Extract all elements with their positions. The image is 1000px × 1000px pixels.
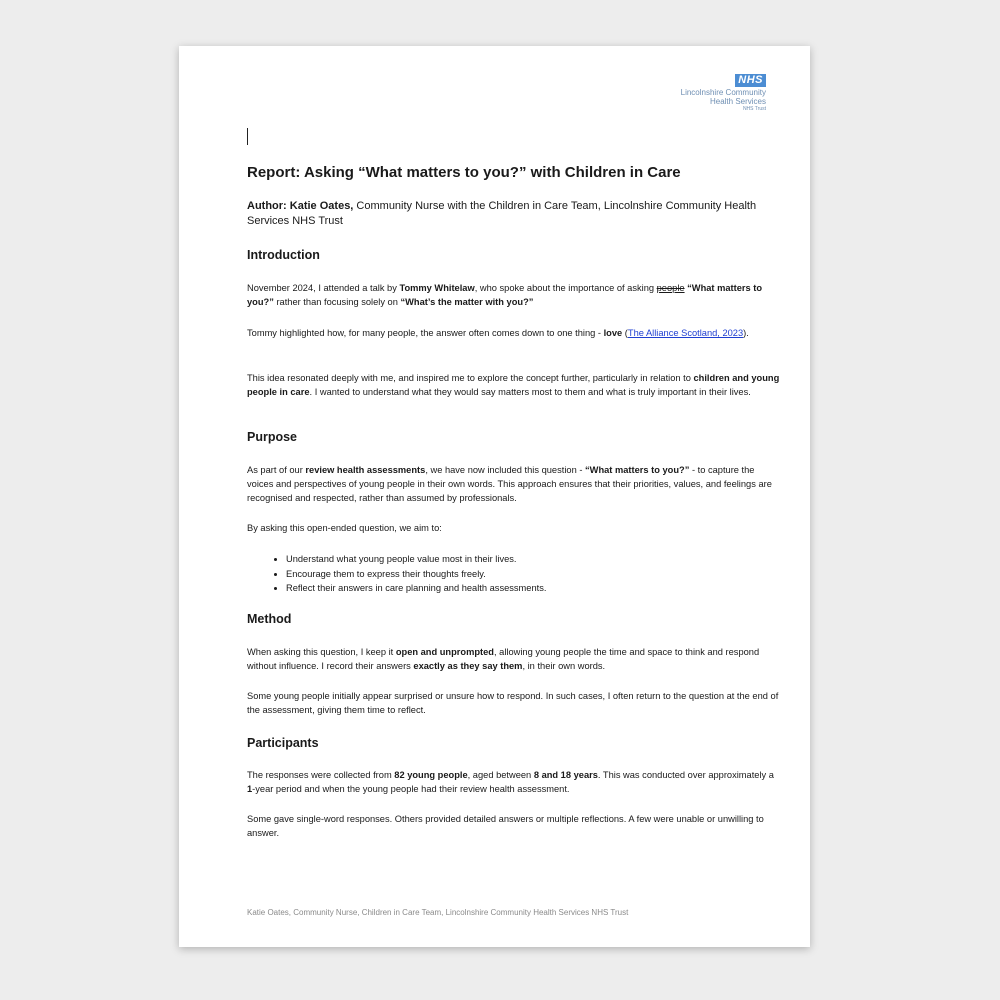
struck-word: people [656, 283, 685, 293]
purpose-paragraph-1: As part of our review health assessments, we have now included this question - “What matters to you?” - to capture the voices and perspectives of young people in their own words. This approach ensures that their priorities, values, and feelings are recognised and respected, rather than assumed by professionals. [247, 465, 772, 503]
aims-list [247, 552, 546, 596]
logo-org-line1: Lincolnshire Community [680, 88, 766, 97]
document-title: Report: Asking “What matters to you?” with Children in Care [247, 164, 681, 181]
participants-paragraph-2: Some gave single-word responses. Others provided detailed answers or multiple reflections. A few were unable or unwilling to answer. [247, 814, 764, 838]
author-line [247, 199, 772, 229]
method-paragraph-1: When asking this question, I keep it open and unprompted, allowing young people the time and space to think and respond without influence. I record their answers exactly as they say them, in their own words. [247, 647, 760, 671]
logo-org-line2: Health Services [709, 97, 766, 106]
text-cursor [247, 128, 248, 145]
author-role: Community Nurse with the Children in Care Team, Lincolnshire Community Health Services NHS Trust [247, 200, 757, 227]
purpose-paragraph-2: By asking this open-ended question, we aim to: [247, 523, 442, 533]
participants-paragraph-1: The responses were collected from 82 young people, aged between 8 and 18 years. This was conducted over approximately a 1-year period and when the young people had their review health assessment. [247, 770, 774, 794]
intro-paragraph-2: Tommy highlighted how, for many people, the answer often comes down to one thing - love (The Alliance Scotland, 2023). [247, 328, 749, 338]
author-name: Katie Oates, [289, 200, 354, 212]
list-item: • Understand what young people value most in their lives. [286, 552, 546, 567]
nhs-logo-mark: NHS [735, 74, 766, 87]
list-item: • Reflect their answers in care planning and health assessments. [286, 581, 546, 596]
intro-paragraph-1: November 2024, I attended a talk by Tommy Whitelaw, who spoke about the importance of asking people “What matters to you?” rather than focusing solely on “What’s the matter with you?” [247, 283, 763, 307]
nhs-logo [681, 70, 766, 113]
logo-org-line3: NHS Trust [742, 106, 766, 112]
list-item: • Encourage them to express their thoughts freely. [286, 567, 546, 582]
heading-introduction: Introduction [247, 248, 320, 262]
author-label: Author: [247, 200, 287, 212]
document-page [179, 46, 810, 947]
alliance-scotland-link[interactable]: The Alliance Scotland, 2023 [627, 328, 744, 338]
heading-participants: Participants [247, 736, 319, 750]
heading-method: Method [247, 612, 292, 626]
method-paragraph-2: Some young people initially appear surprised or unsure how to respond. In such cases, I often return to the question at the end of the assessment, giving them time to reflect. [247, 691, 779, 715]
heading-purpose: Purpose [247, 430, 298, 444]
intro-paragraph-3: This idea resonated deeply with me, and inspired me to explore the concept further, particularly in relation to children and young people in care. I wanted to understand what they would say matters most to them and what is truly important in their lives. [247, 373, 780, 397]
page-footer: Katie Oates, Community Nurse, Children in Care Team, Lincolnshire Community Health Services NHS Trust [247, 908, 629, 917]
